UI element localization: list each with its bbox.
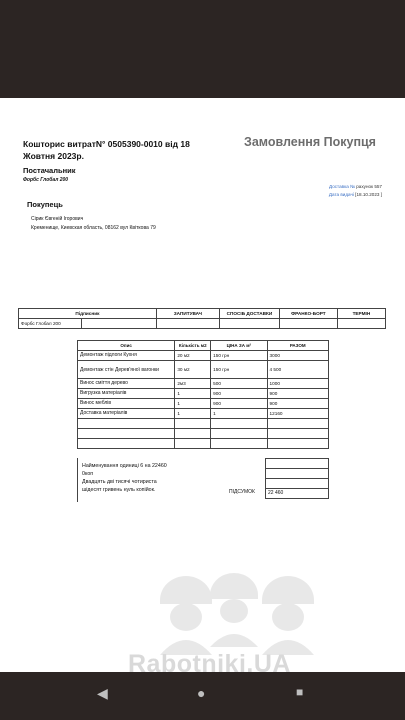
table-row [78,409,329,419]
watermark-text: Rabotniki.UA [128,650,291,678]
summary-left-border [77,458,78,502]
item-total: 3000 [267,351,329,361]
item-quantity [175,439,211,449]
shipping-header-cell: ФРАНКО-БОРТ [280,309,338,319]
note-line-1: Найменування одиниці 6 на 22460 [82,463,167,469]
item-total [267,439,329,449]
item-price: 900 [211,389,267,399]
summary-row [266,489,329,499]
supplier-label: Постачальник [23,166,76,175]
shipping-header-row [19,309,386,319]
item-price: 150 грн [211,351,267,361]
items-header-cell: Опис [78,341,175,351]
item-total: 1000 [267,379,329,389]
buyer-label: Покупець [27,200,63,209]
summary-cell [266,459,329,469]
note-line-4: шідесят гривень нуль копійок. [82,487,156,493]
item-quantity: 1 [175,389,211,399]
items-table [77,340,329,449]
shipping-header-cell: Підписник [19,309,157,319]
summary-cell [266,469,329,479]
item-quantity [175,419,211,429]
item-total [267,419,329,429]
shipping-cell [337,319,385,329]
shipping-cell [156,319,219,329]
delivery-number-value: рахунок 557 [354,184,382,189]
items-header-cell: ЦІНА ЗА м² [211,341,267,351]
shipping-cell [280,319,338,329]
note-line-3: Двадцять дві тисячі чотириста [82,479,157,485]
back-button[interactable]: ◀ [97,685,108,701]
delivery-date-value: [18.10.2023 ] [353,192,382,197]
title-line-1: Кошторис витратN° 0505390-0010 від 18 [23,139,190,149]
shipping-header-cell: СПОСІБ ДОСТАВКИ [219,309,279,319]
delivery-number-label: Доставка № [329,184,355,189]
item-quantity: 20 м2 [175,351,211,361]
amount-in-words [82,462,167,494]
table-row [78,351,329,361]
item-total: 12160 [267,409,329,419]
item-price [211,419,267,429]
table-row [78,429,329,439]
item-description [78,429,175,439]
home-button[interactable]: ● [197,685,206,701]
buyer-address: Кременище, Киевская область, 08162 вул Квіткова 79 [31,225,156,231]
shipping-cell-signer: Форбс Глобал 200 [21,319,82,328]
table-row [78,439,329,449]
table-row [78,419,329,429]
items-header-row [78,341,329,351]
shipping-table [18,308,386,329]
item-description: Вигрузка матеріалів [78,389,175,399]
item-description: Доставка матеріалів [78,409,175,419]
items-header-cell: Кількість м2 [175,341,211,351]
table-row [78,389,329,399]
item-total [267,429,329,439]
item-price [211,439,267,449]
order-title: Замовлення Покупця [244,135,376,149]
delivery-date-label: Дата видачі [328,192,354,197]
subtotal-value: 22 460 [266,489,329,499]
item-quantity: 2м3 [175,379,211,389]
top-dark-bar [0,0,405,98]
item-description [78,419,175,429]
item-quantity: 1 [175,399,211,409]
summary-row [266,459,329,469]
item-quantity: 1 [175,409,211,419]
item-total: 4 500 [267,361,329,379]
note-line-2: 0коп [82,471,94,477]
item-total: 900 [267,399,329,409]
item-description [78,439,175,449]
summary-row [266,469,329,479]
subtotal-label: ПІДСУМОК [229,489,255,495]
delivery-date [329,192,382,197]
summary-row [266,479,329,489]
shipping-row [19,319,386,329]
item-price [211,429,267,439]
summary-cell [266,479,329,489]
table-row [78,361,329,379]
items-header-cell: РАЗОМ [267,341,329,351]
buyer-name: Сірик Євгеній Ігорович [31,216,84,222]
item-description: Винос сміття дерево [78,379,175,389]
document-title [23,138,190,162]
item-price: 1 [211,409,267,419]
item-price: 500 [211,379,267,389]
item-price: 900 [211,399,267,409]
title-line-2: Жовтня 2023р. [23,151,84,161]
item-price: 150 грн [211,361,267,379]
supplier-name: Форбс Глобал 200 [23,177,69,183]
shipping-cell [19,319,157,329]
item-description: Демонтаж стін Дерев'яної вагонки [78,361,175,379]
summary-table [265,458,329,499]
table-row [78,379,329,389]
item-total: 900 [267,389,329,399]
shipping-header-cell: ЗАПИТУВАЧ [156,309,219,319]
table-row [78,399,329,409]
item-description: Винос меблів [78,399,175,409]
shipping-cell [219,319,279,329]
item-quantity: 30 м2 [175,361,211,379]
item-description: Демонтаж підлоги Кухня [78,351,175,361]
item-quantity [175,429,211,439]
shipping-header-cell: ТЕРМІН [337,309,385,319]
delivery-number [329,184,382,189]
recent-apps-button[interactable]: ■ [296,685,304,699]
